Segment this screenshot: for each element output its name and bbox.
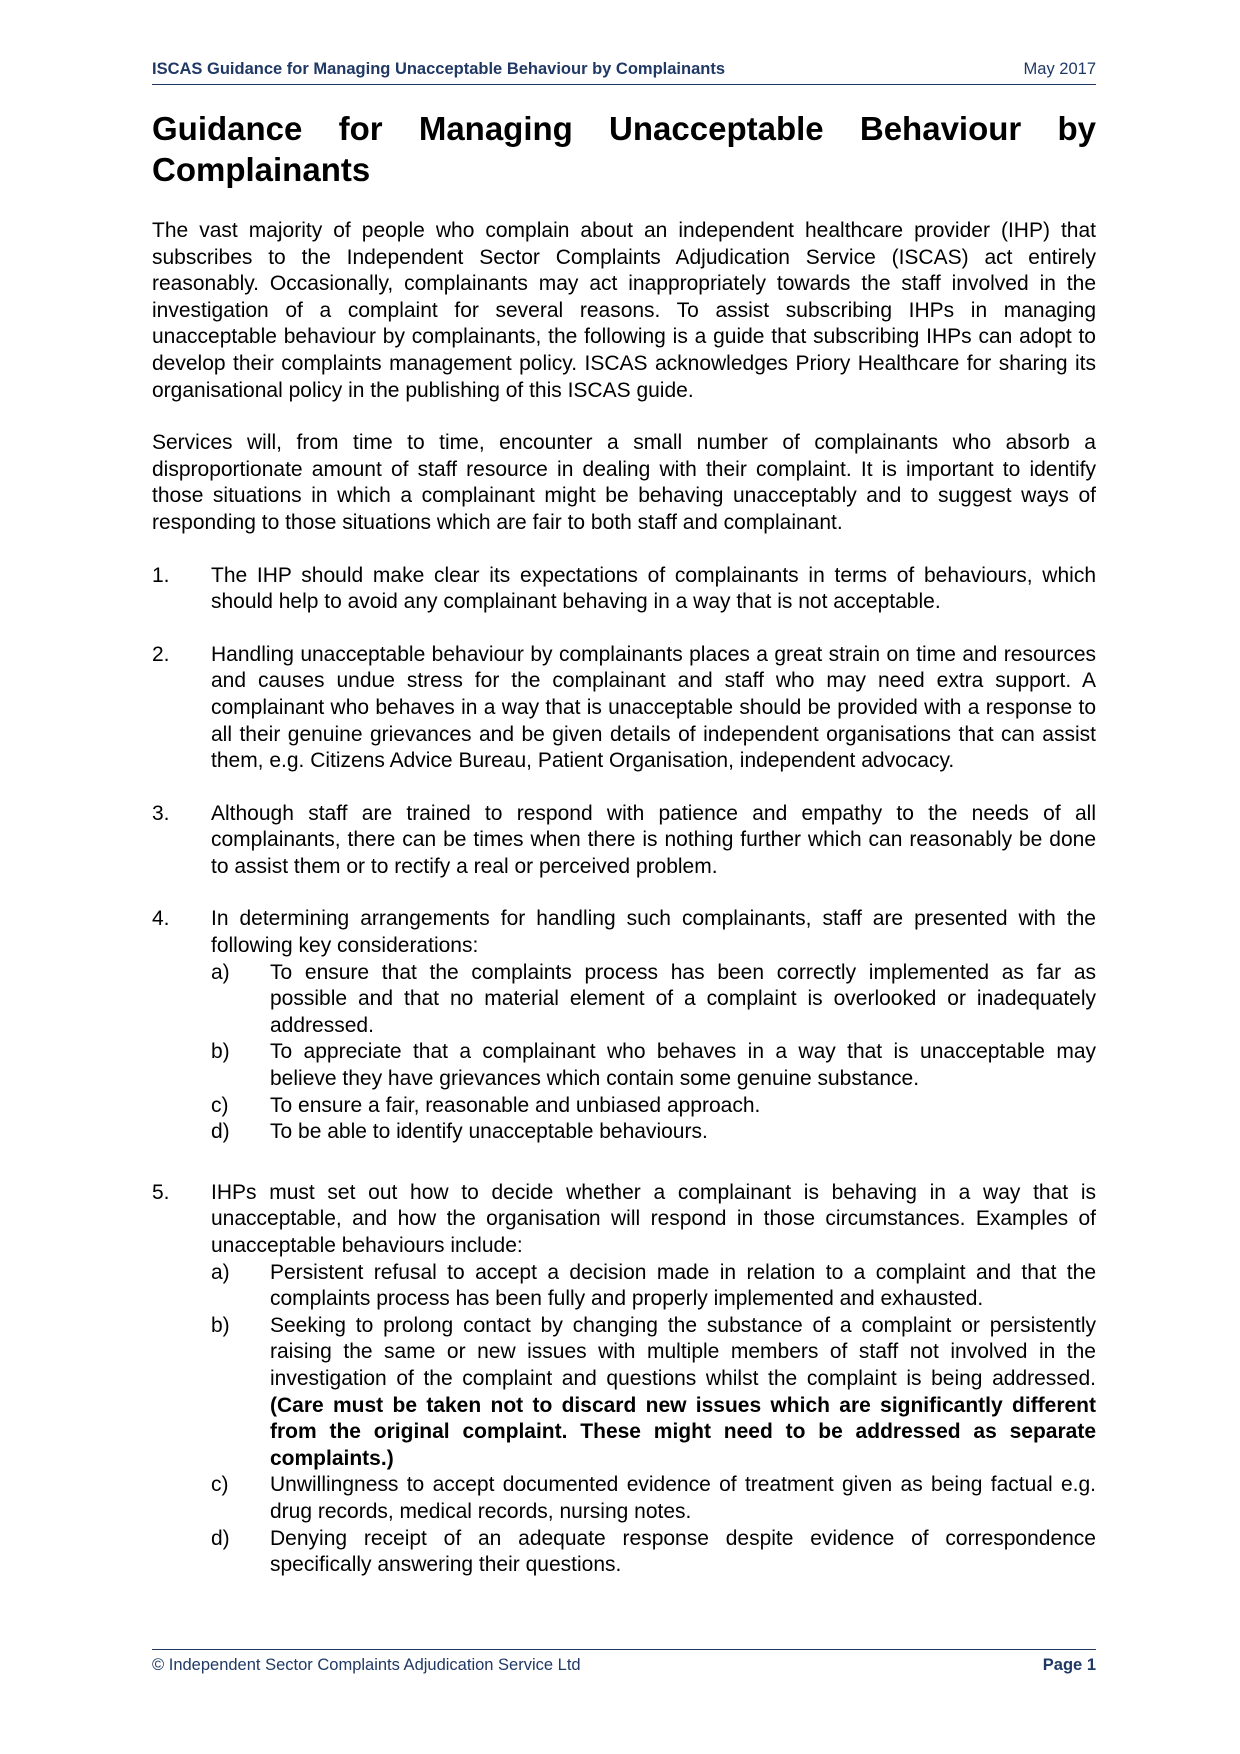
list-item-2 xyxy=(152,642,1096,775)
sub-letter: b) xyxy=(211,1040,230,1064)
sub-letter: b) xyxy=(211,1313,230,1337)
list-text: In determining arrangements for handling such complainants, staff are presented with the following key considerations: xyxy=(211,907,1096,958)
sub-item-4c xyxy=(211,1093,1096,1120)
sub-item-5a xyxy=(211,1260,1096,1313)
sub-text xyxy=(270,1313,1096,1473)
document-page xyxy=(152,0,1096,1754)
list-item-3 xyxy=(152,801,1096,881)
page-number: Page 1 xyxy=(1042,1656,1096,1674)
list-number: 2. xyxy=(152,642,170,666)
page-footer xyxy=(152,1649,1096,1680)
list-text: Although staff are trained to respond with patience and empathy to the needs of all complainants, there can be times when there is nothing further which can reasonably be done to assist them or to rectify a real or perceived problem. xyxy=(211,801,1096,878)
header-title: ISCAS Guidance for Managing Unacceptable Behaviour by Complainants xyxy=(152,60,726,78)
list-item-1 xyxy=(152,563,1096,616)
footer-copyright: © Independent Sector Complaints Adjudication Service Ltd xyxy=(152,1656,581,1674)
list-number: 1. xyxy=(152,563,170,587)
list-item-4 xyxy=(152,906,1096,1145)
intro-paragraph: The vast majority of people who complain about an independent healthcare provider (IHP) that subscribes to the Independent Sector Complaints Adjudication Service (ISCAS) act entirely reasonably. Occasionally, complainants may act inappropriately towards the staff involved in the investigation of a complaint for several reasons. To assist subscribing IHPs in managing unacceptable behaviour by complainants, the following is a guide that subscribing IHPs can adopt to develop their complaints management policy. ISCAS acknowledges Priory Healthcare for sharing its organisational policy in the publishing of this ISCAS guide. xyxy=(152,219,1096,402)
list-number: 5. xyxy=(152,1180,170,1204)
sub-item-5b xyxy=(211,1313,1096,1473)
list-text: IHPs must set out how to decide whether a complainant is behaving in a way that is unacceptable, and how the organisation will respond in those circumstances. Examples of unacceptable behaviours include: xyxy=(211,1180,1096,1257)
list-number: 3. xyxy=(152,801,170,825)
sub-item-4d xyxy=(211,1119,1096,1146)
sub-letter: c) xyxy=(211,1473,229,1497)
sub-item-4b xyxy=(211,1039,1096,1092)
list-number: 4. xyxy=(152,907,170,931)
sub-text: Persistent refusal to accept a decision made in relation to a complaint and that the complaints process has been fully and properly implemented and exhausted. xyxy=(270,1260,1096,1311)
document-title: Guidance for Managing Unacceptable Behaviour by Complainants xyxy=(152,110,1096,188)
sub-text: To be able to identify unacceptable behaviours. xyxy=(270,1120,708,1144)
sub-letter: d) xyxy=(211,1120,230,1144)
list-item-5 xyxy=(152,1180,1096,1579)
context-paragraph: Services will, from time to time, encounter a small number of complainants who absorb a disproportionate amount of staff resource in dealing with their complaint. It is important to identify those situations in which a complainant might be behaving unacceptably and to suggest ways of responding to those situations which are fair to both staff and complainant. xyxy=(152,431,1096,534)
sub-item-4a xyxy=(211,960,1096,1040)
sub-text: Unwillingness to accept documented evidence of treatment given as being factual e.g. drug records, medical records, nursing notes. xyxy=(270,1473,1096,1523)
list-text: The IHP should make clear its expectations of complainants in terms of behaviours, which should help to avoid any complainant behaving in a way that is not acceptable. xyxy=(211,563,1096,614)
sub-text-bold-note: (Care must be taken not to discard new issues which are significantly different from the original complaint. These might need to be addressed as separate complaints.) xyxy=(270,1393,1096,1470)
document-body xyxy=(152,108,1096,1605)
sub-letter: a) xyxy=(211,1260,230,1284)
sub-text: To ensure a fair, reasonable and unbiased approach. xyxy=(270,1093,761,1117)
sub-text-plain: Seeking to prolong contact by changing the substance of a complaint or persistently raising the same or new issues with multiple members of staff not involved in the investigation of the complaint and questions whilst the complaint is being addressed. xyxy=(270,1313,1096,1390)
header-date: May 2017 xyxy=(1023,60,1096,78)
sub-text: To ensure that the complaints process has been correctly implemented as far as possible and that no material element of a complaint is overlooked or inadequately addressed. xyxy=(270,960,1096,1037)
sub-letter: d) xyxy=(211,1526,230,1550)
sub-item-5c xyxy=(211,1472,1096,1525)
sub-item-5d xyxy=(211,1526,1096,1579)
sub-text: Denying receipt of an adequate response despite evidence of correspondence specifically answering their questions. xyxy=(270,1526,1096,1577)
page-header xyxy=(152,58,1096,85)
list-text: Handling unacceptable behaviour by complainants places a great strain on time and resources and causes undue stress for the complainant and staff who may need extra support. A complainant who behaves in a way that is unacceptable should be provided with a response to all their genuine grievances and be given details of independent organisations that can assist them, e.g. Citizens Advice Bureau, Patient Organisation, independent advocacy. xyxy=(211,642,1096,773)
sub-text: To appreciate that a complainant who behaves in a way that is unacceptable may believe they have grievances which contain some genuine substance. xyxy=(270,1040,1096,1091)
sub-letter: a) xyxy=(211,960,230,984)
sub-letter: c) xyxy=(211,1093,229,1117)
